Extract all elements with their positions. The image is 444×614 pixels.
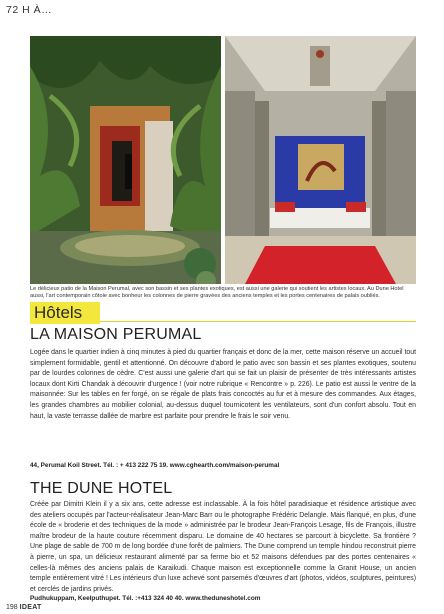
hotel-title-maison-perumal: LA MAISON PERUMAL xyxy=(30,326,202,343)
magazine-brand: IDEAT xyxy=(19,604,42,611)
page-footer xyxy=(6,604,42,611)
patio-photo-image xyxy=(30,36,221,284)
section-label xyxy=(30,302,100,324)
hotel-description-dune-hotel: Créée par Dimitri Klein il y a six ans, cette adresse est inclassable. À la fois hôtel paradisiaque et résidence artistique avec des ateliers occupés par l'acteur-réalisateur Jean-Marc Barr ou le photographe Frédéric Delangle. Mais flanqué, en plus, d'une école de « broderie et des techniques de la mode » administrée par le brodeur Jean-François Lesage, fils de François, illustre maître brodeur de la haute couture récemment disparu. Le domaine de 40 hectares se parcourt à bicyclette. Sa frontière ? Une plage de sable de 700 m de long bordée d'une forêt de palmiers. The Dune comprend un temple hindou reconstruit pierre à pierre, un spa, un délicieux restaurant alimenté par sa ferme bio et 52 maisons défendues par des portes centenaires « celles-là mêmes des anciens palais de Karaikudi. Chaque maison est exceptionnelle comme la Granit House, un ancien temple entièrement vitré ! Les intérieurs d'un luxe achevé sont parsemés d'œuvres d'art (photos, vidéos, sculptures, peintures) et cerclés de jardins privés. xyxy=(30,501,416,593)
hotel-description-maison-perumal: Logée dans le quartier indien à cinq minutes à pied du quartier français et donc de la mer, cette maison réserve un accueil tout simplement formidable, gentil et attentionné. On découvre d'abord le patio avec son bassin et ses plantes exotiques, soutenu par de lourdes colonnes de cèdre. C'est aussi une galerie d'art qui se fait un plaisir de présenter de très intéressants artistes locaux dont Kirti Chandak à découvrir d'urgence ! (voir notre rubrique « Rencontre » p. 226). Le patio est aussi le ventre de la maisonnée: Sur les tables en fer forgé, on se régale de plats frais concoctés au fur et à mesure des commandes. Aux étages, les grandes chambres au mobilier colonial, au-dessus duquel tournicotent les ventilateurs, sont d'un confort absolu. Tout en haut, la vaste terrasse dallée de marbre est parfaite pour prendre le frais le soir venu. xyxy=(30,349,416,420)
hotel-address-dune-hotel: Pudhukuppam, Keelputhupet. Tél. :+413 324 40 40. www.theduneshotel.com xyxy=(30,595,261,602)
section-label-text: Hôtels xyxy=(34,303,83,322)
running-head: 72 H À… xyxy=(6,4,53,16)
photo-caption: Le délicieux patio de la Maison Perumal, avec son bassin et ses plantes exotiques, est aussi une galerie qui soutient les artistes locaux. Au Dune Hotel aussi, l'art contemporain côtoie avec bonheur les colonnes de pierre gravées des anciens temples et les portes centenaires de palais oubliés. xyxy=(30,286,404,299)
patio-photo xyxy=(30,36,221,284)
dune-hotel-room-photo xyxy=(225,36,416,284)
dune-hotel-room-image xyxy=(225,36,416,284)
hotel-address-maison-perumal: 44, Perumal Koil Street. Tél. : + 413 222 75 19. www.cghearth.com/maison-perumal xyxy=(30,462,280,469)
hotel-title-dune-hotel: THE DUNE HOTEL xyxy=(30,480,173,497)
page-number: 198 xyxy=(6,604,18,611)
section-rule xyxy=(100,321,416,322)
